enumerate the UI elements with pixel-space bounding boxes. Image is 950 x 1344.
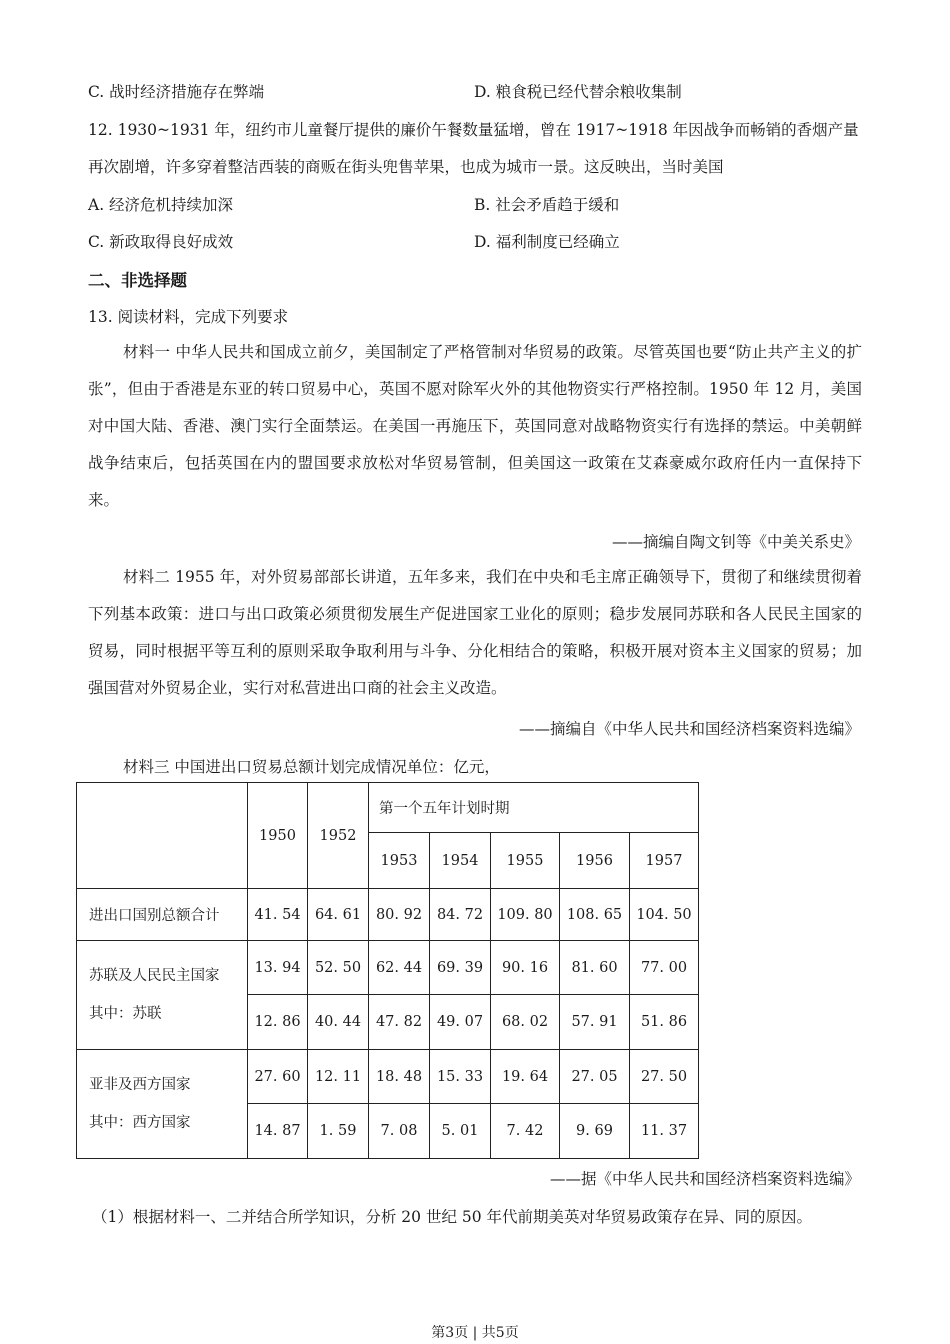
table-cell: 40. 44 (308, 995, 369, 1050)
table-cell: 57. 91 (560, 995, 630, 1050)
trade-table (76, 782, 699, 1159)
row-label (77, 1050, 248, 1159)
table-cell: 19. 64 (491, 1050, 560, 1104)
table-cell: 27. 50 (630, 1050, 699, 1104)
table-cell: 51. 86 (630, 995, 699, 1050)
row-label (77, 941, 248, 1050)
table-cell: 104. 50 (630, 889, 699, 941)
table-corner (77, 783, 248, 889)
table-row-total (77, 889, 699, 941)
row-label: 进出口国别总额合计 (77, 889, 248, 941)
material-2: 材料二 1955 年，对外贸易部部长讲道，五年多来，我们在中央和毛主席正确领导下，贯彻了和继续贯彻着下列基本政策：进口与出口政策必须贯彻发展生产促进国家工业化的原则；稳步发展同苏联和各人民民主国家的贸易，同时根据平等互利的原则采取争取利用与斗争、分化相结合的策略，积极开展对资本主义国家的贸易；加强国营对外贸易企业，实行对私营进出口商的社会主义改造。 (88, 568, 862, 697)
header-year: 1954 (430, 833, 491, 889)
table-cell: 64. 61 (308, 889, 369, 941)
table-cell: 27. 60 (248, 1050, 308, 1104)
page-footer: 第3页 | 共5页 (431, 1325, 519, 1341)
table-cell: 12. 86 (248, 995, 308, 1050)
header-year: 1955 (491, 833, 560, 889)
q11-option-d: D. 粮食税已经代替余粮收集制 (474, 83, 682, 101)
q12-option-d: D. 福利制度已经确立 (474, 233, 620, 251)
table-cell: 62. 44 (369, 941, 430, 995)
table-row-asia-africa-west (77, 1050, 699, 1104)
header-1952: 1952 (308, 783, 369, 889)
table-cell: 68. 02 (491, 995, 560, 1050)
q13-stem: 13. 阅读材料，完成下列要求 (88, 308, 289, 326)
table-cell: 90. 16 (491, 941, 560, 995)
section-title: 二、非选择题 (88, 271, 187, 290)
header-year: 1956 (560, 833, 630, 889)
header-year: 1953 (369, 833, 430, 889)
row-label-line: 其中：西方国家 (89, 1115, 191, 1131)
sub-question-1: （1）根据材料一、二并结合所学知识，分析 20 世纪 50 年代前期美英对华贸易政策存在异、同的原因。 (92, 1208, 813, 1226)
table-cell: 1. 59 (308, 1104, 369, 1159)
material-2-source: ——摘编自《中华人民共和国经济档案资料选编》 (518, 720, 860, 738)
table-cell: 81. 60 (560, 941, 630, 995)
table-cell: 27. 05 (560, 1050, 630, 1104)
table-cell: 15. 33 (430, 1050, 491, 1104)
table-cell: 18. 48 (369, 1050, 430, 1104)
header-1950: 1950 (248, 783, 308, 889)
table-cell: 84. 72 (430, 889, 491, 941)
table-cell: 7. 42 (491, 1104, 560, 1159)
q12-stem-line1: 12. 1930~1931 年，纽约市儿童餐厅提供的廉价午餐数量猛增，曾在 1917~1918 年因战争而畅销的香烟产量 (88, 121, 859, 139)
row-label-line: 亚非及西方国家 (89, 1077, 191, 1093)
table-cell: 109. 80 (491, 889, 560, 941)
material-1: 材料一 中华人民共和国成立前夕，美国制定了严格管制对华贸易的政策。尽管英国也要“防止共产主义的扩张”，但由于香港是东亚的转口贸易中心，英国不愿对除军火外的其他物资实行严格控制。1950 年 12 月，美国对中国大陆、香港、澳门实行全面禁运。在美国一再施压下，英国同意对战略物资实行有选择的禁运。中美朝鲜战争结束后，包括英国在内的盟国要求放松对华贸易管制，但美国这一政策在艾森豪威尔政府任内一直保持下来。 (88, 343, 862, 509)
table-cell: 11. 37 (630, 1104, 699, 1159)
table-cell: 52. 50 (308, 941, 369, 995)
table-cell: 7. 08 (369, 1104, 430, 1159)
row-label-line: 苏联及人民民主国家 (89, 968, 220, 984)
q12-option-c: C. 新政取得良好成效 (88, 233, 234, 251)
table-cell: 9. 69 (560, 1104, 630, 1159)
table-cell: 49. 07 (430, 995, 491, 1050)
table-cell: 47. 82 (369, 995, 430, 1050)
header-five-year-plan: 第一个五年计划时期 (369, 783, 699, 833)
q12-stem-line2: 再次剧增，许多穿着整洁西装的商贩在街头兜售苹果，也成为城市一景。这反映出，当时美国 (88, 158, 724, 176)
q11-option-c: C. 战时经济措施存在弊端 (88, 83, 265, 101)
material-1-source: ——摘编自陶文钊等《中美关系史》 (611, 533, 860, 551)
table-cell: 69. 39 (430, 941, 491, 995)
q12-option-b: B. 社会矛盾趋于缓和 (474, 196, 620, 214)
table-cell: 77. 00 (630, 941, 699, 995)
table-cell: 41. 54 (248, 889, 308, 941)
table-cell: 13. 94 (248, 941, 308, 995)
material-3-source: ——据《中华人民共和国经济档案资料选编》 (549, 1170, 860, 1188)
header-year: 1957 (630, 833, 699, 889)
table-cell: 5. 01 (430, 1104, 491, 1159)
table-cell: 12. 11 (308, 1050, 369, 1104)
material-3-title: 材料三 中国进出口贸易总额计划完成情况单位：亿元， (123, 758, 500, 776)
row-label-line: 其中：苏联 (89, 1006, 162, 1022)
table-cell: 14. 87 (248, 1104, 308, 1159)
table-cell: 108. 65 (560, 889, 630, 941)
q12-option-a: A. 经济危机持续加深 (88, 196, 234, 214)
table-row-socialist (77, 941, 699, 995)
table-cell: 80. 92 (369, 889, 430, 941)
